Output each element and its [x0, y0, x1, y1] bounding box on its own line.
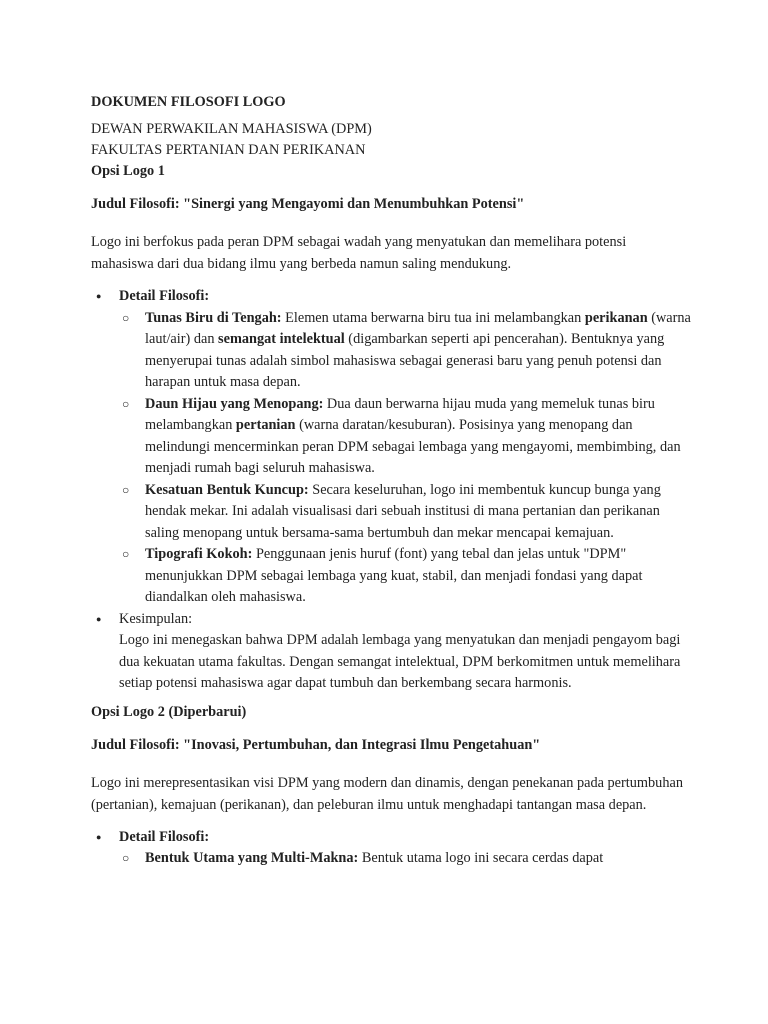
- opsi-1-judul: Judul Filosofi: "Sinergi yang Mengayomi dan Menumbuhkan Potensi": [91, 196, 525, 212]
- sub-item-bold: Bentuk Utama yang Multi-Makna:: [145, 850, 359, 866]
- opsi-1-heading: Opsi Logo 1: [91, 163, 165, 179]
- sub-item-kuncup: [91, 480, 691, 545]
- sub-item-text: Secara keseluruhan, logo ini membentuk kuncup bunga yang hendak mekar. Ini adalah visualisasi dari sebuah institusi di mana pertanian dan perikanan saling menopang untuk bersama-sama bertumbuh dan mekar mencapai kemajuan.: [145, 481, 661, 541]
- sub-item-bentuk-utama: [91, 848, 691, 870]
- opsi-1-intro: Logo ini berfokus pada peran DPM sebagai wadah yang menyatukan dan memelihara potensi mahasiswa dari dua bidang ilmu yang berbeda namun saling mendukung.: [91, 234, 627, 272]
- sub-item-bold: pertanian: [235, 417, 296, 433]
- sub-item-text: (warna laut/air) dan: [145, 309, 691, 347]
- org-line-2: FAKULTAS PERTANIAN DAN PERIKANAN: [91, 142, 366, 158]
- sub-item-bold: Kesatuan Bentuk Kuncup:: [145, 481, 309, 498]
- detail-filosofi-item: [91, 286, 691, 308]
- sub-item-bold: Tipografi Kokoh:: [145, 546, 253, 562]
- sub-item-daun: [91, 394, 691, 480]
- sub-item-text: (warna daratan/kesuburan). Posisinya yang menopang dan melindungi mencerminkan peran DPM sebagai lembaga yang mengayomi, membimbing, dan menjadi rumah bagi seluruh mahasiswa.: [145, 417, 681, 476]
- sub-item-text: Bentuk utama logo ini secara cerdas dapat: [358, 850, 604, 866]
- org-line-1: DEWAN PERWAKILAN MAHASISWA (DPM): [91, 121, 372, 137]
- document-page: [91, 92, 691, 870]
- detail-filosofi-label-2: Detail Filosofi:: [119, 828, 210, 845]
- opsi-2-heading: Opsi Logo 2 (Diperbarui): [91, 703, 247, 720]
- sub-item-text: Penggunaan jenis huruf (font) yang tebal dan jelas untuk "DPM" menunjukkan DPM sebagai lembaga yang kuat, stabil, dan menjadi fondasi yang dapat diandalkan oleh mahasiswa.: [145, 546, 643, 605]
- sub-item-text: Dua daun berwarna hijau muda yang memeluk tunas biru melambangkan: [145, 395, 655, 433]
- sub-item-text: (digambarkan seperti api pencerahan). Bentuknya yang menyerupai tunas adalah simbol mahasiswa sebagai generasi baru yang penuh potensi dan harapan untuk masa depan.: [145, 331, 665, 390]
- opsi-2-intro: Logo ini merepresentasikan visi DPM yang modern dan dinamis, dengan penekanan pada pertumbuhan (pertanian), kemajuan (perikanan), dan peleburan ilmu untuk menghadapi tantangan masa depan.: [91, 774, 683, 813]
- circle-bullet-icon: ○: [122, 482, 130, 497]
- sub-item-text: Elemen utama berwarna biru tua ini melambangkan: [281, 309, 585, 326]
- circle-bullet-icon: ○: [122, 310, 130, 325]
- circle-bullet-icon: ○: [122, 851, 130, 865]
- sub-item-bold: perikanan: [584, 309, 648, 326]
- bullet-icon: ●: [96, 613, 102, 624]
- document-title: DOKUMEN FILOSOFI LOGO: [91, 94, 286, 110]
- kesimpulan-label: Kesimpulan:: [119, 610, 193, 627]
- sub-item-tipografi: [91, 544, 691, 609]
- circle-bullet-icon: ○: [122, 547, 130, 561]
- sub-item-tunas: [91, 308, 691, 394]
- bullet-icon: ●: [96, 831, 102, 842]
- opsi-2-judul: Judul Filosofi: "Inovasi, Pertumbuhan, dan Integrasi Ilmu Pengetahuan": [91, 736, 541, 753]
- sub-item-bold: Daun Hijau yang Menopang:: [145, 395, 324, 412]
- sub-item-bold: Tunas Biru di Tengah:: [145, 309, 282, 326]
- sub-item-bold: semangat intelektual: [218, 331, 345, 347]
- kesimpulan-item: [91, 609, 691, 695]
- detail-filosofi-label: Detail Filosofi:: [119, 288, 210, 304]
- detail-filosofi-item-2: [91, 827, 691, 849]
- circle-bullet-icon: ○: [122, 396, 130, 411]
- kesimpulan-text: Logo ini menegaskan bahwa DPM adalah lembaga yang menyatukan dan menjadi pengayom bagi dua kekuatan utama fakultas. Dengan semangat intelektual, DPM berkomitmen untuk memelihara setiap potensi mahasiswa agar dapat tumbuh dan berkembang secara harmonis.: [119, 632, 681, 691]
- bullet-icon: ●: [96, 291, 102, 301]
